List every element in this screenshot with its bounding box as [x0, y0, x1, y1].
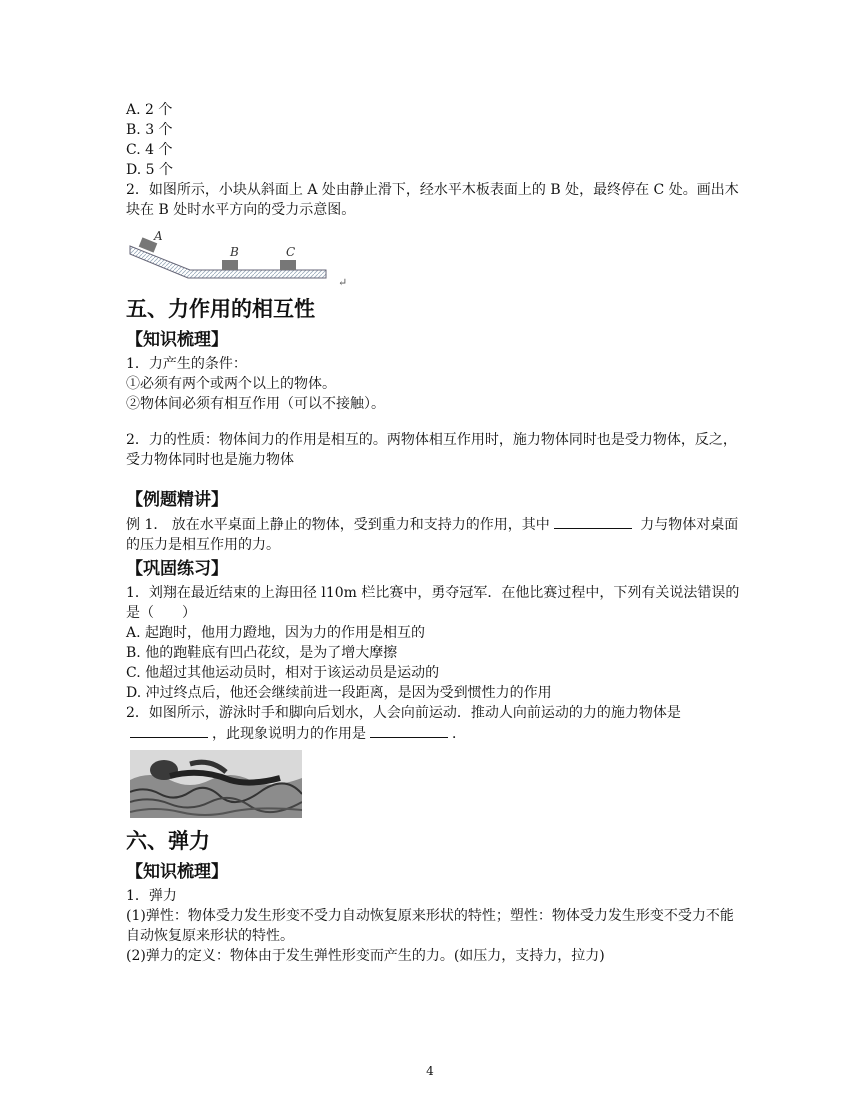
swimmer-image — [130, 750, 302, 818]
practice-1-option-a: A. 起跑时，他用力蹬地，因为力的作用是相互的 — [126, 625, 426, 641]
option-a: A. 2 个 — [126, 102, 173, 118]
practice-2: 2．如图所示，游泳时手和脚向后划水，人会向前运动．推动人向前运动的力的施力物体是，此现象说明力的作用是 ． — [126, 705, 681, 742]
section-5-title: 五、力作用的相互性 — [126, 297, 315, 321]
label-c: C — [286, 245, 296, 259]
swimmer-figure — [130, 750, 302, 818]
section-5-knowledge-heading: 【知识梳理】 — [126, 330, 228, 350]
return-mark-icon: ↵ — [338, 276, 348, 289]
section-6-title: 六、弹力 — [126, 829, 210, 853]
practice-1-option-c: C. 他超过其他运动员时，相对于该运动员是运动的 — [126, 665, 440, 681]
s5-k1: 1．力产生的条件： — [126, 356, 247, 372]
label-b: B — [230, 245, 239, 259]
section-5-example-heading: 【例题精讲】 — [126, 490, 228, 510]
question-2-text: 2．如图所示，小块从斜面上 A 处由静止滑下，经水平木板表面上的 B 处，最终停在 C 处。画出木块在 B 处时水平方向的受力示意图。 — [126, 182, 739, 218]
incline-diagram — [126, 226, 356, 286]
s6-k1: 1．弹力 — [126, 888, 177, 904]
s5-k1a: ①必须有两个或两个以上的物体。 — [126, 376, 336, 392]
answer-blank[interactable] — [370, 723, 448, 738]
example-1: 例 1． 放在水平桌面上静止的物体，受到重力和支持力的作用，其中 力与物体对桌面的压力是相互作用的力。 — [126, 514, 746, 555]
section-6-knowledge-heading: 【知识梳理】 — [126, 862, 228, 882]
page-number: 4 — [426, 1064, 434, 1078]
s5-k2: 2．力的性质：物体间力的作用是相互的。两物体相互作用时，施力物体同时也是受力物体，反之，受力物体同时也是施力物体 — [126, 432, 737, 468]
section-5-practice-heading: 【巩固练习】 — [126, 559, 228, 579]
s6-k1b: (2)弹力的定义：物体由于发生弹性形变而产生的力。(如压力，支持力，拉力) — [126, 948, 605, 964]
practice-1-option-b: B. 他的跑鞋底有凹凸花纹，是为了增大摩擦 — [126, 645, 398, 661]
option-b: B. 3 个 — [126, 122, 173, 138]
incline-figure — [126, 226, 356, 289]
s6-k1a: (1)弹性：物体受力发生形变不受力自动恢复原来形状的特性；塑性：物体受力发生形变不受力不能自动恢复原来形状的特性。 — [126, 908, 734, 944]
practice-1-option-d: D. 冲过终点后，他还会继续前进一段距离，是因为受到惯性力的作用 — [126, 685, 552, 701]
practice-1: 1．刘翔在最近结束的上海田径 l10m 栏比赛中，勇夺冠军．在他比赛过程中，下列有关说法错误的是（ ） — [126, 585, 740, 621]
page-content — [126, 100, 746, 966]
s5-k1b: ②物体间必须有相互作用（可以不接触）。 — [126, 396, 385, 412]
label-a: A — [154, 229, 163, 243]
option-c: C. 4 个 — [126, 142, 173, 158]
answer-blank[interactable] — [554, 514, 632, 529]
answer-blank[interactable] — [130, 723, 208, 738]
option-d: D. 5 个 — [126, 162, 173, 178]
